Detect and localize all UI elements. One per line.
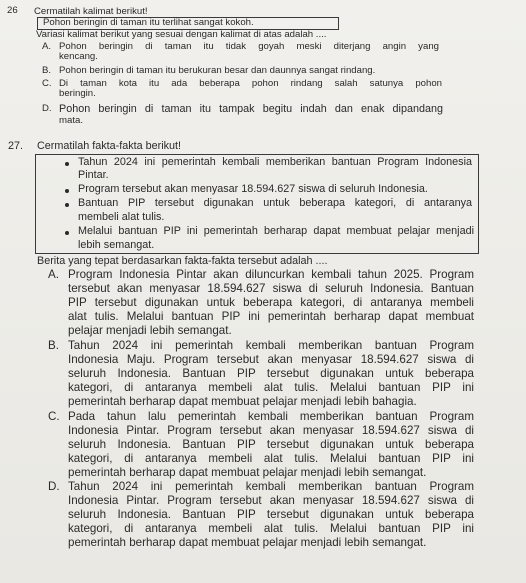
bullet-icon [65, 231, 69, 235]
q26-option-d-line2: mata. [59, 115, 83, 126]
q27-option-letter: C. [48, 410, 60, 423]
q27-option-letter: A. [48, 268, 59, 281]
q27-instruction: Cermatilah fakta-fakta berikut! [37, 140, 182, 152]
q26-prompt: Variasi kalimat berikut yang sesuai dengan kalimat di atas adalah .... [36, 29, 327, 40]
q26-option-c-line2: beringin. [59, 88, 96, 99]
q27-option-b-line3: seluruh Indonesia. Bantuan PIP tersebut digunakan untuk beberapa [68, 367, 474, 380]
q27-fact-2-line1: Program tersebut akan menyasar 18.594.627 siswa di seluruh Indonesia. [78, 183, 428, 195]
q27-fact-4-line2: lebih semangat. [78, 239, 155, 251]
q27-option-a-line2: tersebut akan menyasar 18.594.627 siswa di seluruh Indonesia. Bantuan [68, 282, 474, 295]
q26-option-letter: A. [42, 41, 52, 52]
q26-option-letter: B. [42, 65, 52, 76]
q27-option-a-line4: alat tulis. Melalui bantuan PIP ini pemerintah berharap dapat membuat [68, 310, 474, 323]
q27-fact-4-line1: Melalui bantuan PIP ini pemerintah berharap dapat membuat pelajar menjadi [78, 225, 474, 237]
bullet-icon [65, 162, 69, 166]
q27-option-c-line1: Pada tahun lalu pemerintah kembali memberikan bantuan Program [68, 410, 474, 423]
q26-option-letter: D. [42, 103, 52, 114]
q27-option-a-line5: pelajar menjadi lebih semangat. [68, 324, 232, 337]
q27-option-letter: B. [48, 339, 59, 352]
bullet-icon [65, 189, 69, 193]
q26-option-letter: C. [42, 78, 52, 89]
q27-option-b-line4: kategori, di antaranya membeli alat tulis. Melalui bantuan PIP ini [68, 381, 474, 394]
q26-number: 26 [7, 5, 18, 16]
q27-option-d-line2: Indonesia Pintar. Program tersebut akan menyasar 18.594.627 siswa di [68, 494, 474, 507]
q26-option-d-line1: Pohon beringin di taman itu tampak begitu indah dan enak dipandang [59, 103, 443, 115]
q27-option-b-line5: pemerintah berharap dapat membuat pelajar menjadi lebih bahagia. [68, 395, 417, 408]
q27-option-letter: D. [48, 480, 60, 493]
q26-sentence: Pohon beringin di taman itu terlihat sangat kokoh. [43, 17, 254, 28]
q27-option-c-line3: seluruh Indonesia. Bantuan PIP tersebut digunakan untuk beberapa [68, 438, 474, 451]
q27-option-d-line3: seluruh Indonesia. Bantuan PIP tersebut digunakan untuk beberapa [68, 508, 474, 521]
q27-option-d-line5: pemerintah berharap dapat membuat pelajar menjadi lebih semangat. [68, 536, 427, 549]
q27-option-a-line3: PIP tersebut digunakan untuk beberapa kategori, di antaranya membeli [68, 296, 474, 309]
q26-option-c-line1: Di taman kota itu ada beberapa pohon rindang salah satunya pohon [59, 78, 442, 89]
bullet-icon [65, 203, 69, 207]
q27-fact-3-line2: membeli alat tulis. [78, 211, 165, 223]
q27-option-a-line1: Program Indonesia Pintar akan diluncurkan kembali tahun 2025. Program [68, 268, 474, 281]
q27-option-c-line5: pemerintah berharap dapat membuat pelajar menjadi lebih semangat. [68, 466, 427, 479]
q27-option-d-line1: Tahun 2024 ini pemerintah kembali memberikan bantuan Program [68, 480, 474, 493]
q26-option-a-line2: kencang. [59, 51, 98, 62]
q27-prompt: Berita yang tepat berdasarkan fakta-fakta tersebut adalah .... [37, 255, 328, 267]
q26-option-a-line1: Pohon beringin di taman itu tidak goyah meski diterjang angin yang [59, 41, 439, 52]
q27-option-b-line1: Tahun 2024 ini pemerintah kembali memberikan bantuan Program [68, 339, 474, 352]
q27-number: 27. [8, 140, 24, 152]
q26-option-b-line1: Pohon beringin di taman itu berukuran besar dan daunnya sangat rindang. [59, 65, 376, 76]
q26-instruction: Cermatilah kalimat berikut! [34, 6, 148, 17]
q27-fact-1-line2: Pintar. [78, 169, 109, 181]
q27-option-b-line2: Indonesia Maju. Program tersebut akan menyasar 18.594.627 siswa di [68, 353, 474, 366]
q27-fact-1-line1: Tahun 2024 ini pemerintah kembali memberikan bantuan Program Indonesia [78, 156, 472, 168]
q27-option-c-line4: kategori, di antaranya membeli alat tulis. Melalui bantuan PIP ini [68, 452, 474, 465]
q27-option-c-line2: Indonesia Pintar. Program tersebut akan menyasar 18.594.627 siswa di [68, 424, 474, 437]
q27-fact-3-line1: Bantuan PIP tersebut digunakan untuk beberapa kategori, di antaranya [78, 197, 472, 209]
q27-option-d-line4: kategori, di antaranya membeli alat tulis. Melalui bantuan PIP ini [68, 522, 474, 535]
